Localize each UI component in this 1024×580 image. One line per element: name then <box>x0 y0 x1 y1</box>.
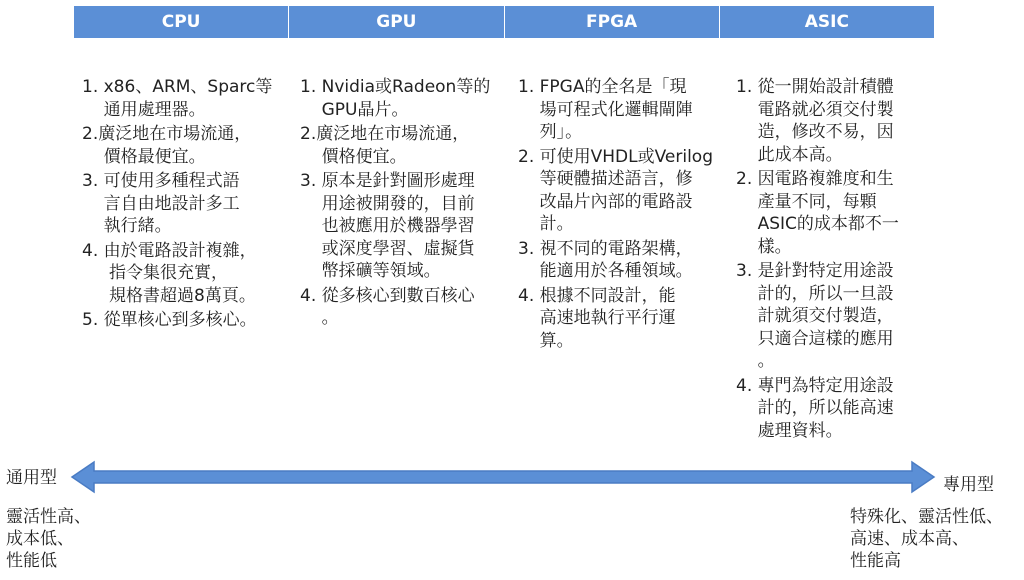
list-item-line: 列」。 <box>518 122 583 142</box>
list-item-line: 1. x86、ARM、Sparc等 <box>82 77 273 97</box>
list-item-line: 也被應用於機器學習 <box>300 216 475 236</box>
list-item <box>300 76 490 121</box>
list-item <box>736 375 899 443</box>
asic-column <box>736 76 899 444</box>
list-item-line: 計的，所以能高速 <box>736 398 894 418</box>
spectrum-arrow <box>70 460 936 494</box>
list-item <box>82 309 272 332</box>
list-item <box>736 76 899 166</box>
list-item-line: 3. 視不同的電路架構， <box>518 238 693 259</box>
list-item-line: 或深度學習、虛擬貨 <box>300 238 475 259</box>
list-item-line: 價格最便宜。 <box>82 146 206 167</box>
list-item-line: 場可程式化邏輯閘陣 <box>518 99 693 120</box>
list-item <box>300 170 490 283</box>
list-item-line: 指令集很充實， <box>82 263 229 283</box>
trait-line: 性能高 <box>850 551 901 571</box>
list-item-line: 通用處理器。 <box>82 99 206 120</box>
list-item-line: 價格便宜。 <box>300 146 407 167</box>
list-item-line: 4. 根據不同設計，能 <box>518 285 676 306</box>
list-item <box>82 123 272 168</box>
list-item-line: 4. 專門為特定用途設 <box>736 375 894 396</box>
list-item-line: 樣。 <box>736 236 792 257</box>
list-item-line: 4. 從多核心到數百核心 <box>300 285 475 306</box>
list-item-line: 計。 <box>518 214 574 234</box>
list-item-line: 2.廣泛地在市場流通， <box>300 124 470 144</box>
list-item-line: 改晶片內部的電路設 <box>518 191 693 212</box>
list-item-line: 電路就必須交付製 <box>736 99 894 120</box>
cpu-column <box>82 76 272 334</box>
list-item <box>518 285 713 353</box>
list-item <box>736 168 899 258</box>
list-item <box>300 285 490 330</box>
list-item <box>518 146 713 236</box>
list-item-line: 2. 可使用VHDL或Verilog <box>518 146 713 167</box>
trait-line: 高速、成本高、 <box>850 529 969 549</box>
general-purpose-traits <box>6 506 91 572</box>
list-item <box>518 76 713 144</box>
list-item-line: 能適用於各種領域。 <box>518 261 693 281</box>
list-item-line: GPU晶片。 <box>300 99 409 120</box>
list-item-line: 2. 因電路複雜度和生 <box>736 169 894 189</box>
list-item <box>300 123 490 168</box>
header-bar <box>74 6 934 38</box>
list-item-line: 規格書超過8萬頁。 <box>82 285 256 306</box>
list-item-line: 1. 從一開始設計積體 <box>736 77 894 97</box>
list-item-line: 3. 原本是針對圖形處理 <box>300 171 475 191</box>
list-item-line: 4. 由於電路設計複雜， <box>82 240 257 261</box>
list-item-line: 2.廣泛地在市場流通， <box>82 124 252 144</box>
list-item-line: 算。 <box>518 330 574 351</box>
list-item-line: 幣採礦等領域。 <box>300 261 441 281</box>
list-item-line: 。 <box>736 351 775 371</box>
list-item-line: 產量不同，每顆 <box>736 191 877 212</box>
trait-line: 性能低 <box>6 551 57 571</box>
list-item-line: 1. FPGA的全名是「現 <box>518 77 687 97</box>
special-purpose-label: 專用型 <box>943 475 994 495</box>
list-item-line: 3. 可使用多種程式語 <box>82 171 240 191</box>
list-item <box>518 238 713 283</box>
list-item-line: 等硬體描述語言，修 <box>518 169 693 189</box>
list-item-line: 用途被開發的，目前 <box>300 193 475 214</box>
header-gpu: GPU <box>289 6 504 38</box>
list-item-line: 執行緒。 <box>82 216 172 236</box>
list-item-line: 此成本高。 <box>736 144 843 165</box>
list-item-line: 言自由地設計多工 <box>82 193 240 214</box>
list-item <box>82 76 272 121</box>
header-fpga: FPGA <box>505 6 720 38</box>
list-item <box>82 240 272 308</box>
list-item-line: ASIC的成本都不一 <box>736 214 899 234</box>
list-item-line: 5. 從單核心到多核心。 <box>82 310 257 330</box>
trait-line: 成本低、 <box>6 529 74 549</box>
gpu-column <box>300 76 490 332</box>
special-purpose-traits <box>850 506 1003 572</box>
header-cpu: CPU <box>74 6 289 38</box>
list-item-line: 計的，所以一旦設 <box>736 283 894 304</box>
list-item-line: 高速地執行平行運 <box>518 308 676 328</box>
list-item <box>736 260 899 373</box>
trait-line: 靈活性高、 <box>6 507 91 527</box>
list-item-line: 造，修改不易，因 <box>736 122 894 142</box>
list-item-line: 處理資料。 <box>736 420 843 441</box>
header-asic: ASIC <box>720 6 934 38</box>
general-purpose-label: 通用型 <box>6 468 57 488</box>
list-item-line: 3. 是針對特定用途設 <box>736 261 894 281</box>
list-item-line: 1. Nvidia或Radeon等的 <box>300 77 491 97</box>
list-item-line: 。 <box>300 308 339 328</box>
list-item <box>82 170 272 238</box>
fpga-column <box>518 76 713 354</box>
list-item-line: 只適合這樣的應用 <box>736 328 894 349</box>
list-item-line: 計就須交付製造， <box>736 306 894 326</box>
trait-line: 特殊化、靈活性低、 <box>850 507 1003 527</box>
